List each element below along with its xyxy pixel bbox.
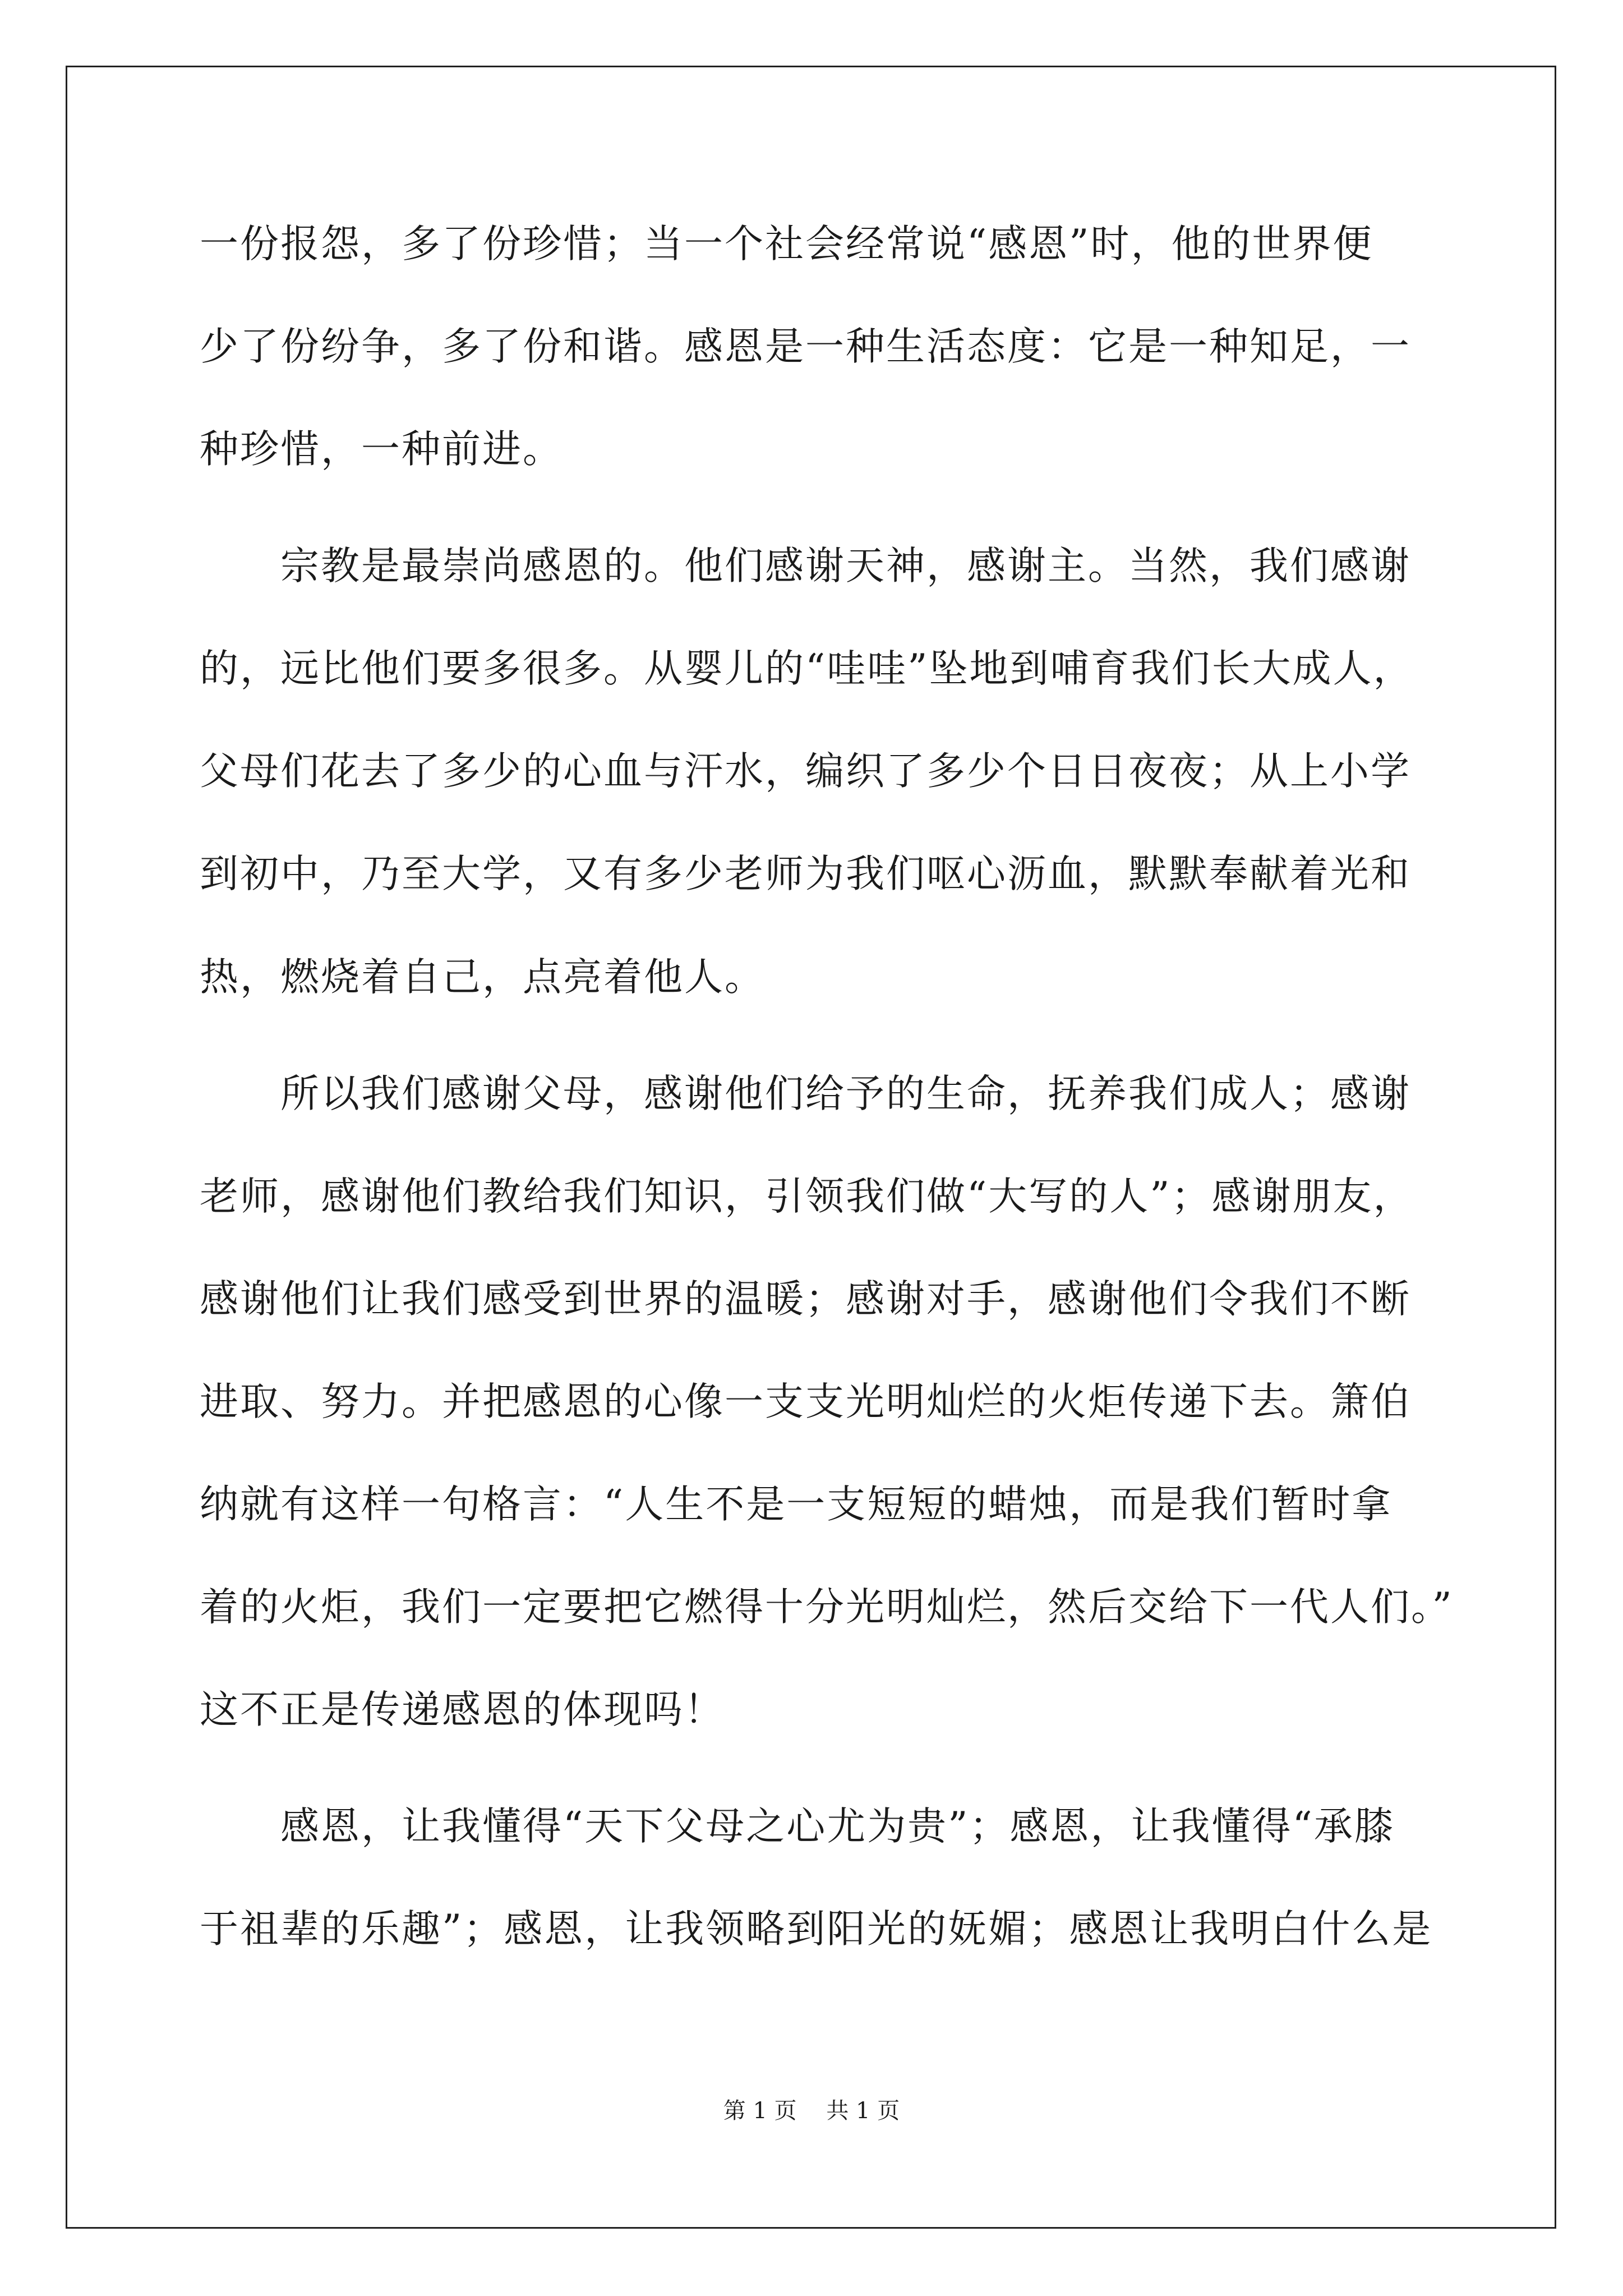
text-line-15: 这不正是传递感恩的体现吗！ xyxy=(200,1687,725,1732)
text-line-7: 到初中，乃至大学，又有多少老师为我们呕心沥血，默默奉献着光和 xyxy=(200,852,1411,896)
text-line-2: 少了份纷争，多了份和谐。感恩是一种生活态度：它是一种知足，一 xyxy=(200,324,1411,369)
text-line-1: 一份报怨，多了份珍惜；当一个社会经常说“感恩”时，他的世界便 xyxy=(200,222,1373,266)
text-line-3: 种珍惜，一种前进。 xyxy=(200,427,563,472)
text-line-14: 着的火炬，我们一定要把它燃得十分光明灿烂，然后交给下一代人们。” xyxy=(200,1585,1454,1630)
text-line-4: 宗教是最崇尚感恩的。他们感谢天神，感谢主。当然，我们感谢 xyxy=(200,544,1411,588)
text-line-16: 感恩，让我懂得“天下父母之心尤为贵”；感恩，让我懂得“承膝 xyxy=(200,1804,1395,1849)
text-line-11: 感谢他们让我们感受到世界的温暖；感谢对手，感谢他们令我们不断 xyxy=(200,1277,1411,1322)
text-line-9: 所以我们感谢父母，感谢他们给予的生命，抚养我们成人；感谢 xyxy=(200,1071,1411,1116)
text-line-13: 纳就有这样一句格言：“人生不是一支短短的蜡烛，而是我们暂时拿 xyxy=(200,1482,1393,1527)
text-line-12: 进取、努力。并把感恩的心像一支支光明灿烂的火炬传递下去。箫伯 xyxy=(200,1379,1411,1424)
text-line-17: 于祖辈的乐趣”；感恩，让我领略到阳光的妩媚；感恩让我明白什么是 xyxy=(200,1907,1433,1952)
page-footer: 第 1 页 共 1 页 xyxy=(723,2098,900,2124)
text-line-8: 热，燃烧着自己，点亮着他人。 xyxy=(200,955,765,1000)
text-line-6: 父母们花去了多少的心血与汗水，编织了多少个日日夜夜；从上小学 xyxy=(200,749,1411,794)
text-line-5: 的，远比他们要多很多。从婴儿的“哇哇”坠地到哺育我们长大成人， xyxy=(200,646,1414,691)
text-line-10: 老师，感谢他们教给我们知识，引领我们做“大写的人”；感谢朋友， xyxy=(200,1174,1414,1219)
